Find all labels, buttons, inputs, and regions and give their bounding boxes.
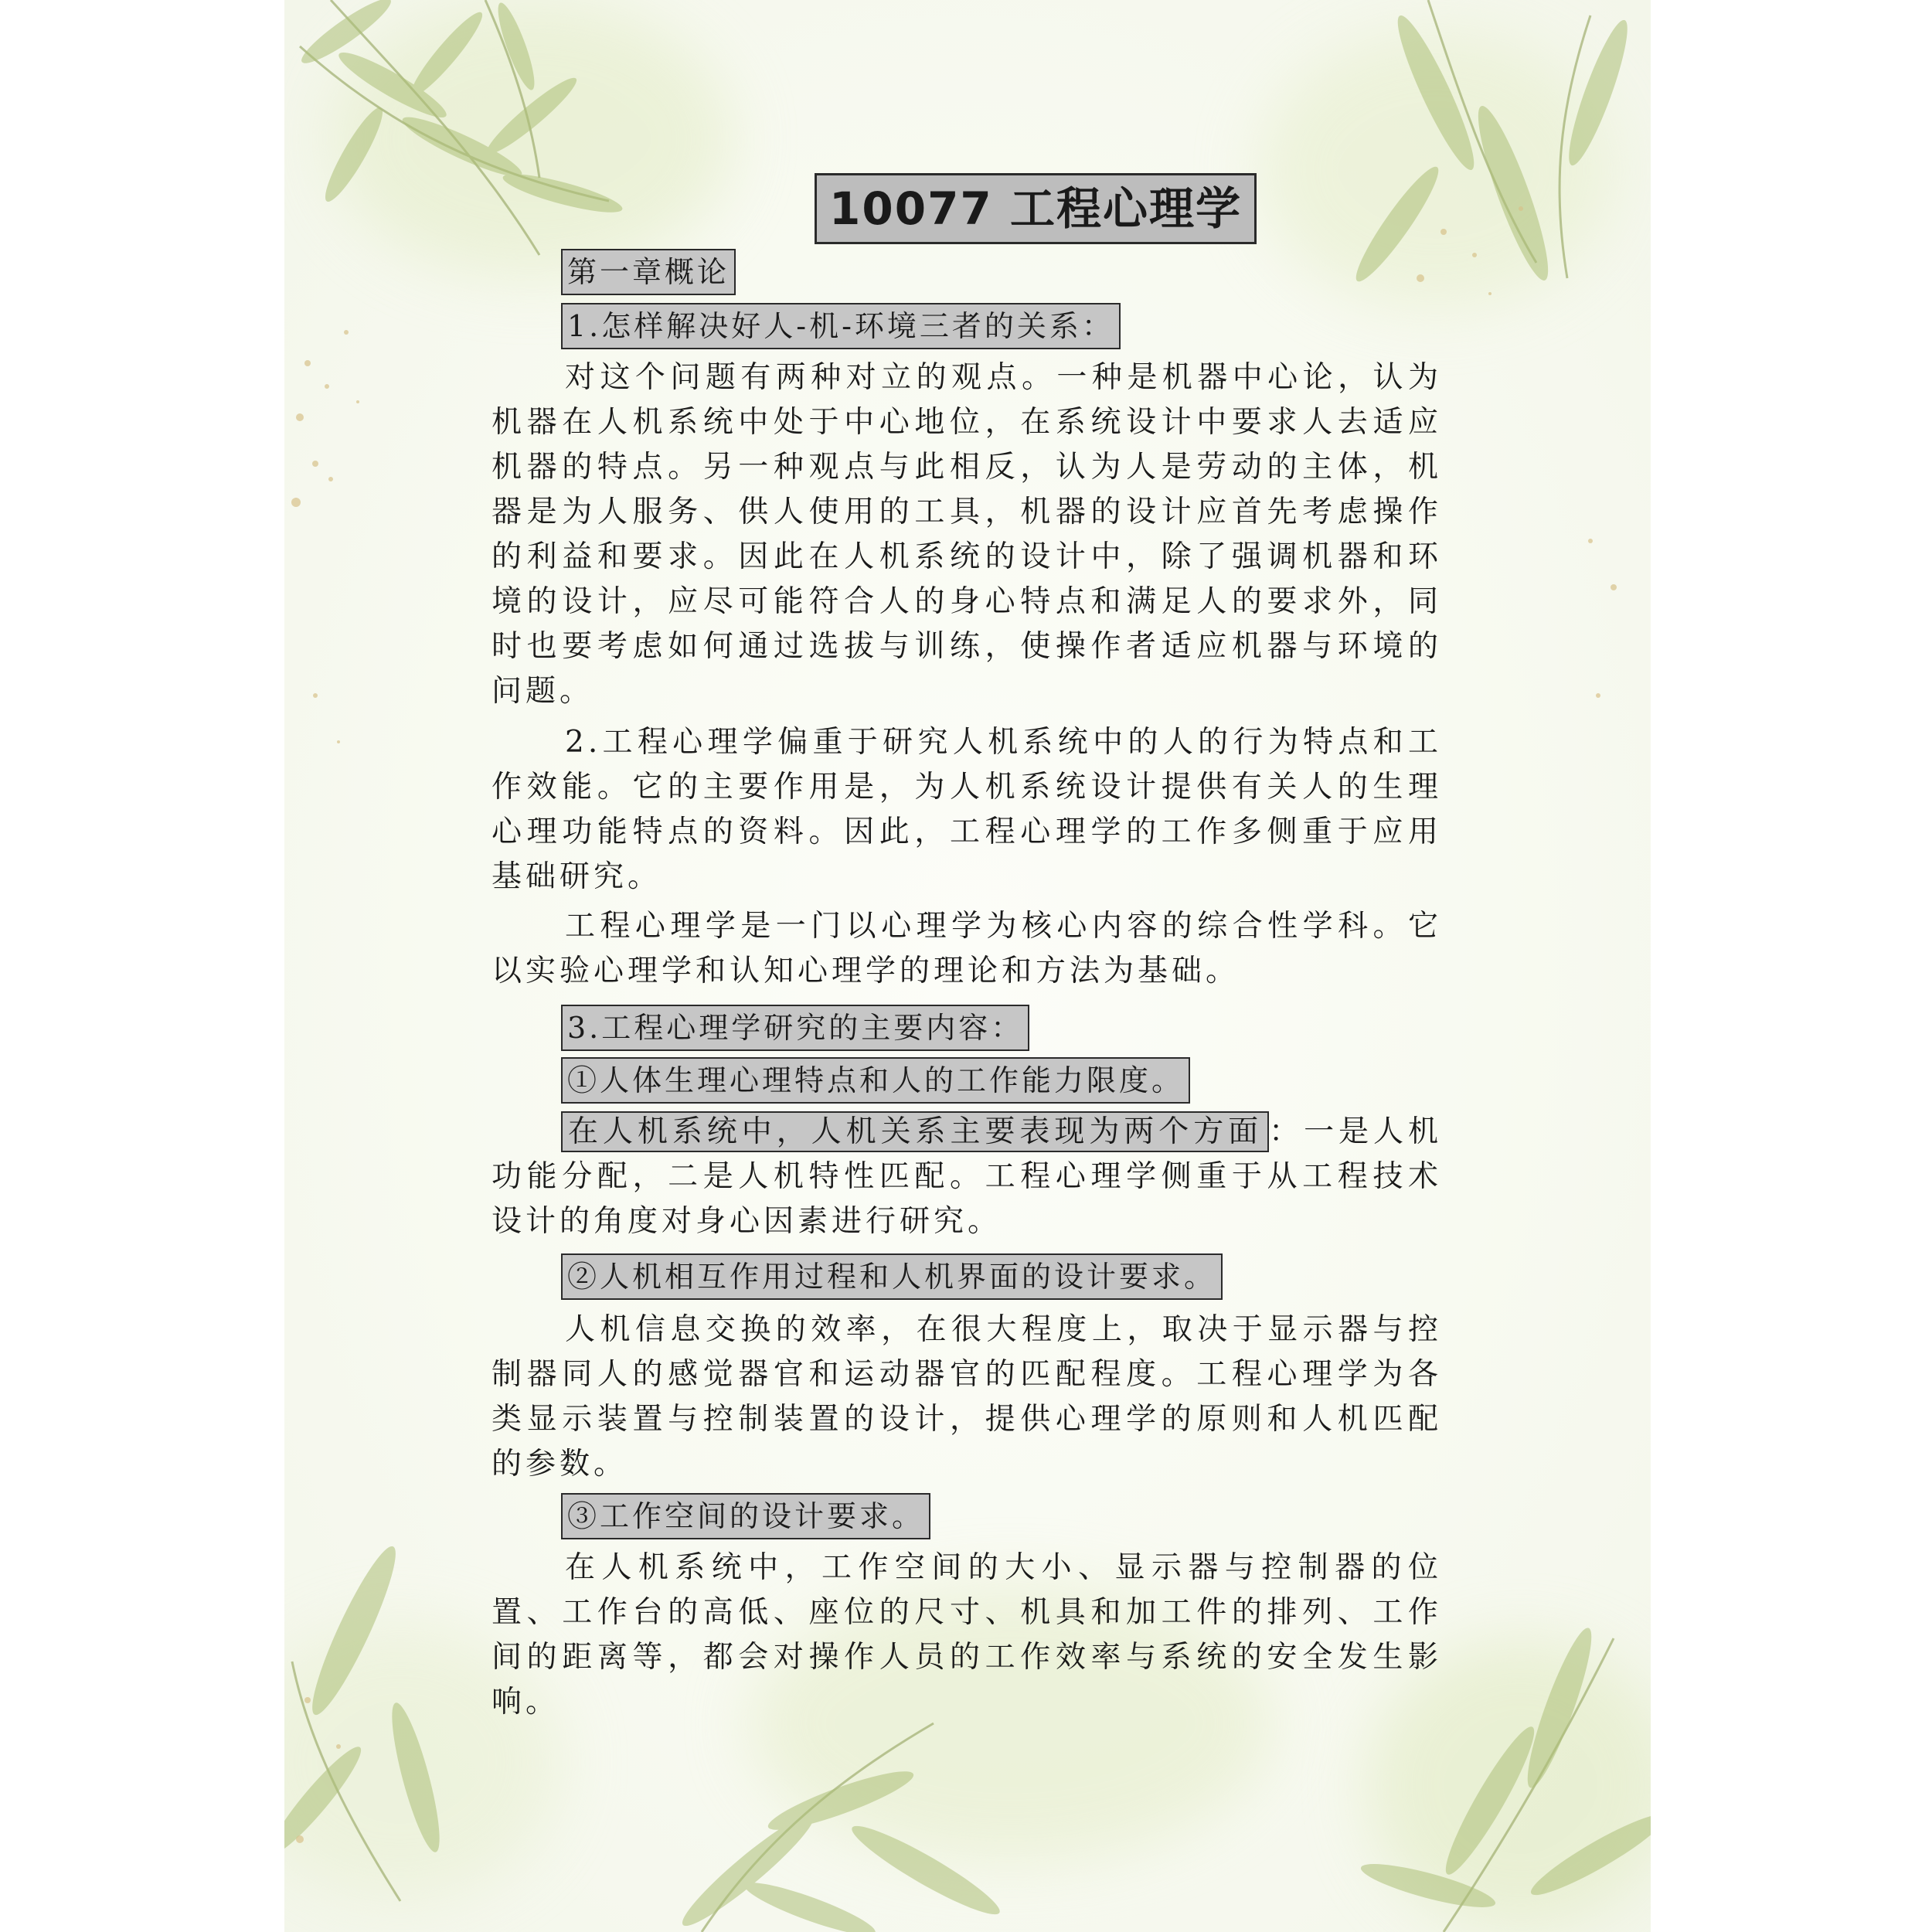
document-title: 10077 工程心理学 xyxy=(815,173,1257,244)
question-2-body-continued: 工程心理学是一门以心理学为核心内容的综合性学科。它以实验心理学和认知心理学的理论和方法为基础。 xyxy=(492,909,1442,988)
item-3-body: 在人机系统中，工作空间的大小、显示器与控制器的位置、工作台的高低、座位的尺寸、机具和加工件的排列、工作间的距离等，都会对操作人员的工作效率与系统的安全发生影响。 xyxy=(492,1550,1442,1719)
item-1-paragraph xyxy=(492,1110,1442,1244)
item-1-highlight: 在人机系统中，人机关系主要表现为两个方面 xyxy=(561,1111,1269,1152)
item-1-heading: ①人体生理心理特点和人的工作能力限度。 xyxy=(561,1057,1190,1104)
item-2-body: 人机信息交换的效率，在很大程度上，取决于显示器与控制器同人的感觉器官和运动器官的匹配程度。工程心理学为各类显示装置与控制装置的设计，提供心理学的原则和人机匹配的参数。 xyxy=(492,1312,1442,1481)
question-1-body: 对这个问题有两种对立的观点。一种是机器中心论，认为机器在人机系统中处于中心地位，在系统设计中要求人去适应机器的特点。另一种观点与此相反，认为人是劳动的主体，机器是为人服务、供人使用的工具，机器的设计应首先考虑操作的利益和要求。因此在人机系统的设计中，除了强调机器和环境的设计，应尽可能符合人的身心特点和满足人的要求外，同时也要考虑如何通过选拔与训练，使操作者适应机器与环境的问题。 xyxy=(492,360,1442,709)
item-1-body: ：一是人机功能分配，二是人机特性匹配。工程心理学侧重于从工程技术设计的角度对身心因素进行研究。 xyxy=(492,1114,1442,1239)
item-3-heading: ③工作空间的设计要求。 xyxy=(561,1493,930,1539)
question-2-body: 2.工程心理学偏重于研究人机系统中的人的行为特点和工作效能。它的主要作用是，为人机系统设计提供有关人的生理心理功能特点的资料。因此，工程心理学的工作多侧重于应用基础研究。 xyxy=(492,725,1442,894)
chapter-heading: 第一章概论 xyxy=(561,249,736,295)
question-1-heading: 1.怎样解决好人-机-环境三者的关系： xyxy=(561,303,1121,349)
question-3-heading: 3.工程心理学研究的主要内容： xyxy=(561,1005,1029,1051)
item-2-heading: ②人机相互作用过程和人机界面的设计要求。 xyxy=(561,1253,1223,1300)
